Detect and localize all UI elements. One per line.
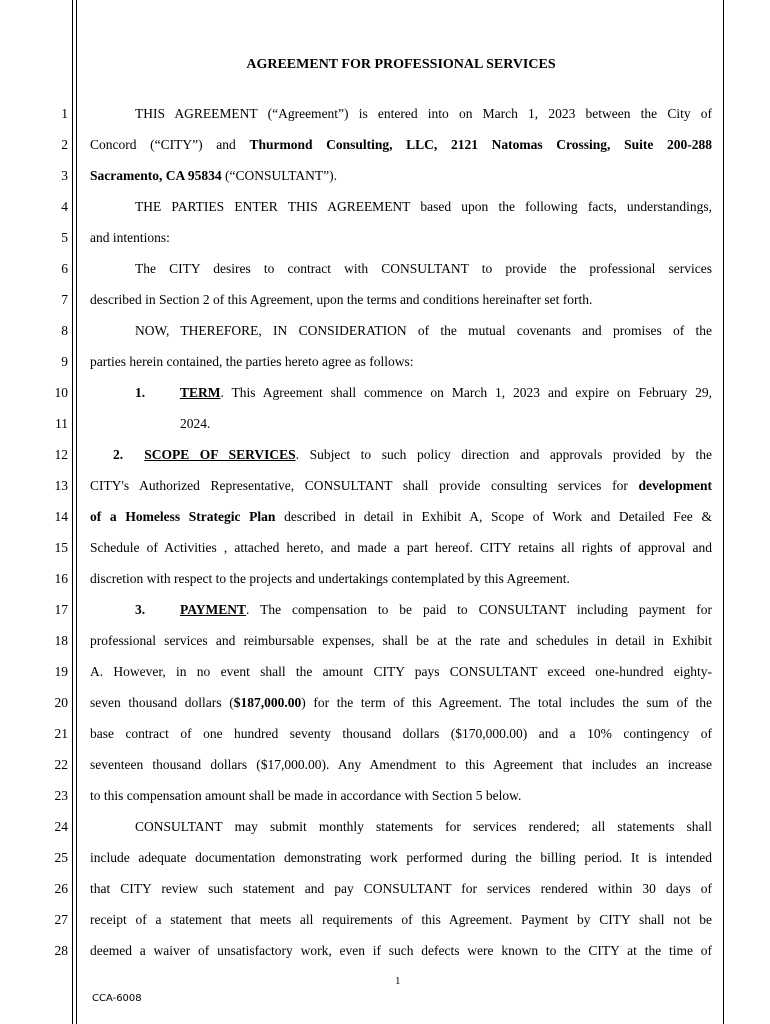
left-margin-rule-outer — [72, 0, 73, 1024]
line-number: 11 — [55, 416, 68, 431]
line-number: 13 — [54, 478, 68, 493]
line-number: 20 — [54, 695, 68, 710]
line-number: 19 — [54, 664, 68, 679]
now-line-1: NOW, THEREFORE, IN CONSIDERATION of the mutual covenants and promises of the — [135, 323, 712, 338]
intro-line-1: THIS AGREEMENT (“Agreement”) is entered into on March 1, 2023 between the City of — [135, 106, 712, 121]
payment-amount: $187,000.00 — [233, 695, 302, 710]
line-number: 17 — [54, 602, 68, 617]
intro-line-2 — [90, 136, 712, 154]
document-title: AGREEMENT FOR PROFESSIONAL SERVICES — [246, 57, 556, 72]
line-number: 4 — [61, 199, 68, 214]
payment-text: ) for the term of this Agreement. The total includes the sum of the — [301, 695, 712, 710]
parties-line-1: THE PARTIES ENTER THIS AGREEMENT based upon the following facts, understandings, — [135, 199, 712, 214]
section-text: . This Agreement shall commence on March 1, 2023 and expire on February 29, — [220, 385, 712, 400]
line-number: 6 — [61, 261, 68, 276]
line-number: 10 — [54, 385, 68, 400]
line-number: 12 — [54, 447, 68, 462]
line-number: 23 — [54, 788, 68, 803]
scope-text: described in detail in Exhibit A, Scope of Work and Detailed Fee & — [275, 509, 712, 524]
statements-line-4: receipt of a statement that meets all requirements of this Agreement. Payment by CITY shall not be — [90, 912, 712, 927]
section-heading: PAYMENT — [180, 602, 247, 617]
scope-line-5: discretion with respect to the projects and undertakings contemplated by this Agreement. — [90, 571, 570, 586]
line-number: 9 — [61, 354, 68, 369]
line-number: 15 — [54, 540, 68, 555]
scope-text: CITY's Authorized Representative, CONSULTANT shall provide consulting services for — [90, 478, 639, 493]
scope-line-2 — [90, 477, 712, 495]
term-section — [90, 384, 712, 402]
line-number: 21 — [54, 726, 68, 741]
statements-line-2: include adequate documentation demonstrating work performed during the billing period. It is intended — [90, 850, 712, 865]
section-number: 3. — [135, 602, 146, 617]
line-number: 16 — [54, 571, 68, 586]
line-number: 27 — [54, 912, 68, 927]
line-number: 28 — [54, 943, 68, 958]
line-number: 1 — [61, 106, 68, 121]
section-heading: TERM — [180, 385, 221, 400]
document-code: CCA-6008 — [92, 993, 142, 1004]
line-number: 7 — [61, 292, 68, 307]
statements-line-3: that CITY review such statement and pay CONSULTANT for services rendered within 30 days of — [90, 881, 712, 896]
left-margin-rule-inner — [76, 0, 77, 1024]
now-line-2: parties herein contained, the parties hereto agree as follows: — [90, 354, 414, 369]
page-number: 1 — [395, 975, 401, 987]
scope-line-4: Schedule of Activities , attached hereto, and made a part hereof. CITY retains all rights of approval and — [90, 540, 712, 555]
intro-text: Concord (“CITY”) and — [90, 137, 250, 152]
consultant-name: Thurmond Consulting, LLC, 2121 Natomas Crossing, Suite 200-288 — [249, 137, 712, 152]
payment-section — [90, 601, 712, 619]
right-margin-rule — [723, 0, 724, 1024]
payment-line-5: base contract of one hundred seventy thousand dollars ($170,000.00) and a 10% contingency of — [90, 726, 712, 741]
payment-line-2: professional services and reimbursable expenses, shall be at the rate and schedules in detail in Exhibit — [90, 633, 712, 648]
payment-line-4 — [90, 694, 712, 712]
line-number: 14 — [54, 509, 68, 524]
consultant-city: Sacramento, CA 95834 — [90, 168, 222, 183]
line-number: 25 — [54, 850, 68, 865]
line-number: 24 — [54, 819, 68, 834]
desire-line-2: described in Section 2 of this Agreement, upon the terms and conditions hereinafter set forth. — [90, 292, 593, 307]
scope-bold: development — [638, 478, 712, 493]
section-text: . The compensation to be paid to CONSULTANT including payment for — [246, 602, 712, 617]
intro-text: (“CONSULTANT”). — [221, 168, 338, 183]
statements-line-5: deemed a waiver of unsatisfactory work, even if such defects were known to the CITY at the time of — [90, 943, 712, 958]
parties-line-2: and intentions: — [90, 230, 170, 245]
section-heading: SCOPE OF SERVICES — [144, 447, 296, 462]
term-line-2: 2024. — [180, 416, 211, 431]
scope-section — [90, 446, 712, 464]
section-number: 2. — [113, 447, 124, 462]
line-number: 26 — [54, 881, 68, 896]
line-number: 22 — [54, 757, 68, 772]
scope-line-3 — [90, 508, 712, 526]
payment-line-3: A. However, in no event shall the amount CITY pays CONSULTANT exceed one-hundred eighty- — [90, 664, 712, 679]
line-number: 2 — [61, 137, 68, 152]
section-number: 1. — [135, 385, 146, 400]
line-number: 3 — [61, 168, 68, 183]
payment-text: seven thousand dollars ( — [90, 695, 234, 710]
scope-bold: of a Homeless Strategic Plan — [90, 509, 276, 524]
statements-line-1: CONSULTANT may submit monthly statements for services rendered; all statements shall — [135, 819, 712, 834]
payment-line-6: seventeen thousand dollars ($17,000.00). Any Amendment to this Agreement that includes an increase — [90, 757, 712, 772]
desire-line-1: The CITY desires to contract with CONSULTANT to provide the professional services — [135, 261, 712, 276]
payment-line-7: to this compensation amount shall be made in accordance with Section 5 below. — [90, 788, 522, 803]
line-number: 8 — [61, 323, 68, 338]
section-text: . Subject to such policy direction and approvals provided by the — [295, 447, 712, 462]
intro-line-3 — [90, 167, 712, 185]
line-number: 5 — [61, 230, 68, 245]
line-number: 18 — [54, 633, 68, 648]
